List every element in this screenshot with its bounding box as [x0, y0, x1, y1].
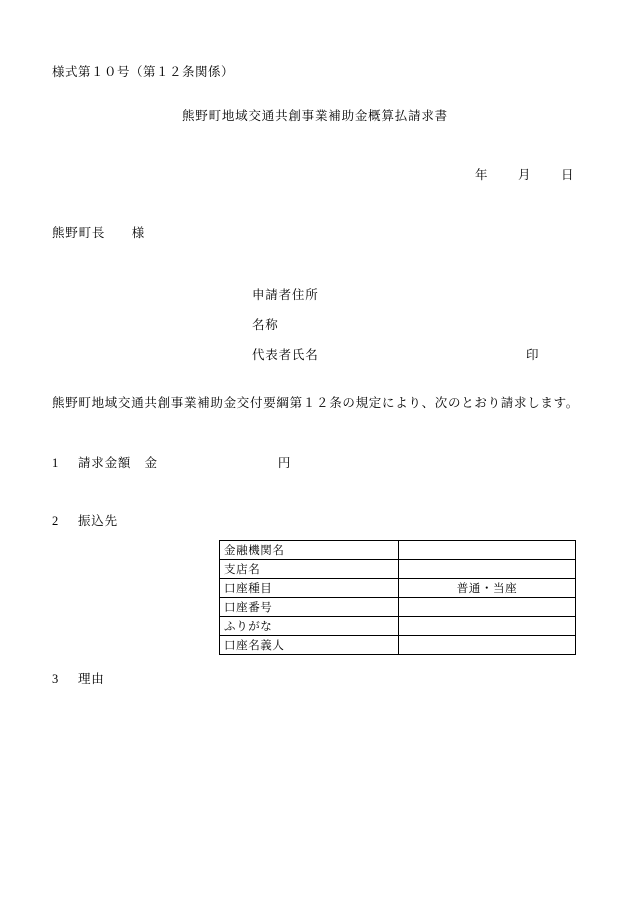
bank-row-3-value[interactable] — [399, 598, 576, 617]
date-line — [475, 165, 574, 183]
form-number: 様式第１０号（第１２条関係） — [52, 65, 235, 79]
table-row — [220, 636, 576, 655]
bank-row-5-value[interactable] — [399, 636, 576, 655]
bank-row-5-label: 口座名義人 — [220, 636, 399, 655]
bank-row-1-value[interactable] — [399, 560, 576, 579]
seal-label: 印 — [526, 348, 540, 362]
bank-row-0-label: 金融機関名 — [220, 541, 399, 560]
bank-row-4-label: ふりがな — [220, 617, 399, 636]
body-text: 熊野町地域交通共創事業補助金交付要綱第１２条の規定により、次のとおり請求します。 — [52, 396, 580, 410]
bank-row-2-label: 口座種目 — [220, 579, 399, 598]
table-row — [220, 579, 576, 598]
addressee: 熊野町長 様 — [52, 226, 146, 240]
bank-row-0-value[interactable] — [399, 541, 576, 560]
item-1-suffix: 円 — [277, 456, 292, 470]
item-1-number: 1 — [52, 456, 60, 470]
item-3-number: 3 — [52, 672, 60, 686]
applicant-address-label: 申請者住所 — [252, 288, 319, 302]
applicant-representative-label: 代表者氏名 — [252, 348, 319, 362]
table-row — [220, 560, 576, 579]
item-2-label: 振込先 — [78, 514, 118, 528]
date-month-label: 月 — [517, 168, 531, 182]
item-3-label: 理由 — [78, 672, 105, 686]
applicant-name-row — [252, 310, 319, 340]
table-row — [220, 541, 576, 560]
bank-row-2-value[interactable]: 普通・当座 — [399, 579, 576, 598]
applicant-block — [252, 280, 540, 370]
item-claim-amount — [52, 453, 291, 471]
bank-account-table — [219, 540, 576, 655]
page-title: 熊野町地域交通共創事業補助金概算払請求書 — [181, 109, 448, 123]
date-day-label: 日 — [560, 168, 574, 182]
item-1-label: 請求金額 金 — [78, 456, 158, 470]
item-transfer-destination — [52, 511, 118, 529]
applicant-address-row — [252, 280, 319, 310]
applicant-representative-row — [252, 340, 540, 370]
date-year-label: 年 — [474, 168, 488, 182]
item-2-number: 2 — [52, 514, 60, 528]
table-row — [220, 617, 576, 636]
table-row — [220, 598, 576, 617]
applicant-name-label: 名称 — [252, 318, 279, 332]
bank-row-1-label: 支店名 — [220, 560, 399, 579]
bank-row-4-value[interactable] — [399, 617, 576, 636]
item-reason — [52, 669, 105, 687]
bank-row-3-label: 口座番号 — [220, 598, 399, 617]
